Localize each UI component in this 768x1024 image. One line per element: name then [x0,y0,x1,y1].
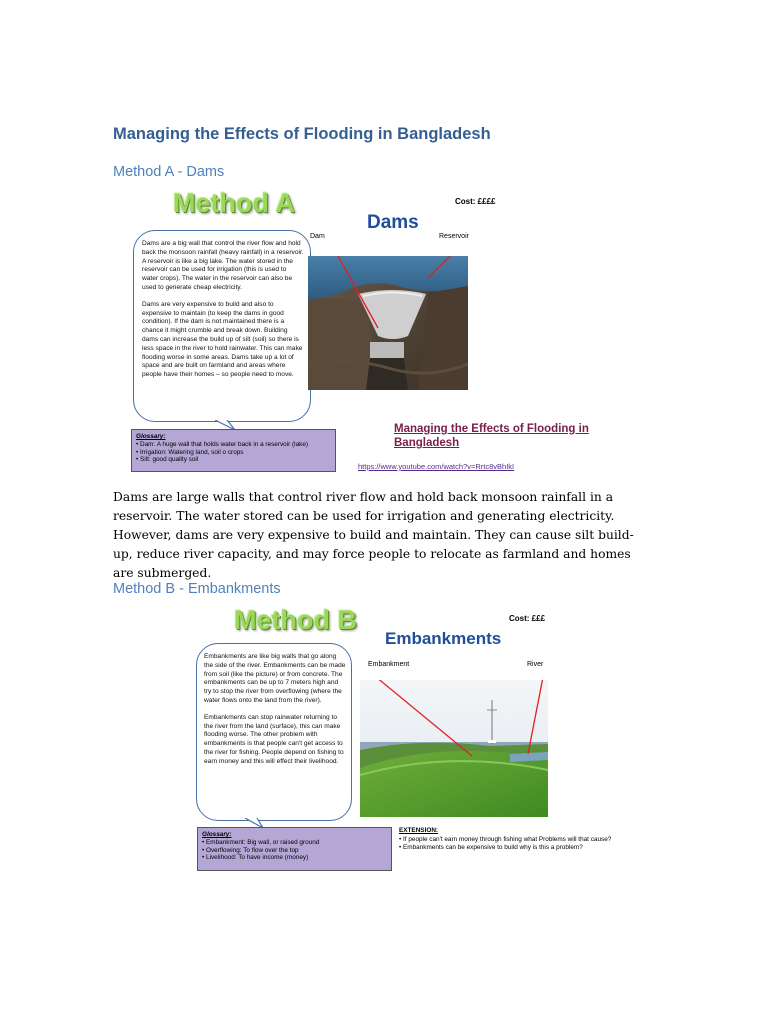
glossary-box [131,429,336,472]
embankment-photo [360,680,548,817]
slide-method-a [113,186,621,474]
glossary-box [197,827,392,871]
cost-label: Cost: £££ [509,614,546,623]
extension-item: • If people can't earn money through fishing what Problems will that cause? [399,835,612,843]
river-label: River [527,661,544,668]
bubble-paragraph: Dams are a big wall that control the river flow and hold back the monsoon rainfall (heavy rainfall) in a reservoir. A reservoir is like a big lake. The water stored in the reservoir can be used for irrigation (this is used to water crops). The water in the reservoir can also be used to generate cheap electricity. [142,240,304,291]
slide-subtitle: Embankments [385,629,502,648]
glossary-item: • Silt: good quality soil [136,456,199,464]
cost-label: Cost: ££££ [455,197,496,206]
bubble-paragraph: Dams are very expensive to build and also to expensive to maintain (to keep the dams in good condition). If the dam is not maintained there is a chance it might crumble and break down. Building dams can increase the build up of silt (soil) so there is less space in the river to hold rainwater. This can make flooding worse in some areas. Dams take up a lot of space and are built on farmland and areas where people have their homes – so people need to move. [142,300,303,379]
extension-item: • Embankments can be expensive to build why is this a problem? [399,844,583,851]
slide-method-b [113,603,621,886]
extension-heading: EXTENSION: [399,827,439,834]
video-title-link[interactable]: Managing the Effects of Flooding in Bangladesh [394,423,589,449]
dam-photo [308,256,468,390]
glossary-item: • Overflowing: To flow over the top [202,846,299,854]
bubble-paragraph: Embankments are like big walls that go along the side of the river. Embankments can be made from soil (like the picture) or from concrete. The embankments can be up to 7 meters high and try to stop the river from overflowing (where the water flows onto the land from the river). [204,653,346,704]
dam-label: Dam [310,233,325,240]
page-title: Managing the Effects of Flooding in Bangladesh [113,125,491,143]
glossary-item: • Livelihood: To have income (money) [202,854,309,862]
glossary-item: • Dam: A huge wall that holds water back in a reservoir (lake) [136,440,309,448]
slide-title: Method B [234,605,357,635]
video-url-link[interactable]: https://www.youtube.com/watch?v=Rrtc8vBhIkI [358,462,515,471]
slide-subtitle: Dams [367,212,419,233]
extension-box [399,827,619,853]
glossary-heading: Glossary: [136,433,166,440]
embankment-label: Embankment [368,661,410,668]
glossary-heading: Glossary: [202,831,232,838]
dams-paragraph: Dams are large walls that control river flow and hold back monsoon rainfall in a reservoir. The water stored can be used for irrigation and generating electricity. However, dams are very expensive to build and maintain. They can cause silt build-up, reduce river capacity, and may force people to relocate as farmland and homes are submerged. [113,490,634,580]
section-heading-dams: Method A - Dams [113,164,225,180]
bubble-paragraph: Embankments can stop rainwater returning to the river from the land (surface), this can make flooding worse. The other problem with embankments is that people can't get access to the river for fishing. People depend on fishing to earn money and this will effect their livelihood. [204,713,344,765]
info-bubble [133,230,311,422]
slide-title: Method A [173,188,295,218]
reservoir-label: Reservoir [439,233,469,240]
info-bubble [196,643,352,821]
section-heading-embankments: Method B - Embankments [113,581,281,597]
glossary-item: • Embankment: Big wall, or raised ground [202,838,320,846]
glossary-item: • Irrigation: Watering land, soil o crops [136,448,244,456]
